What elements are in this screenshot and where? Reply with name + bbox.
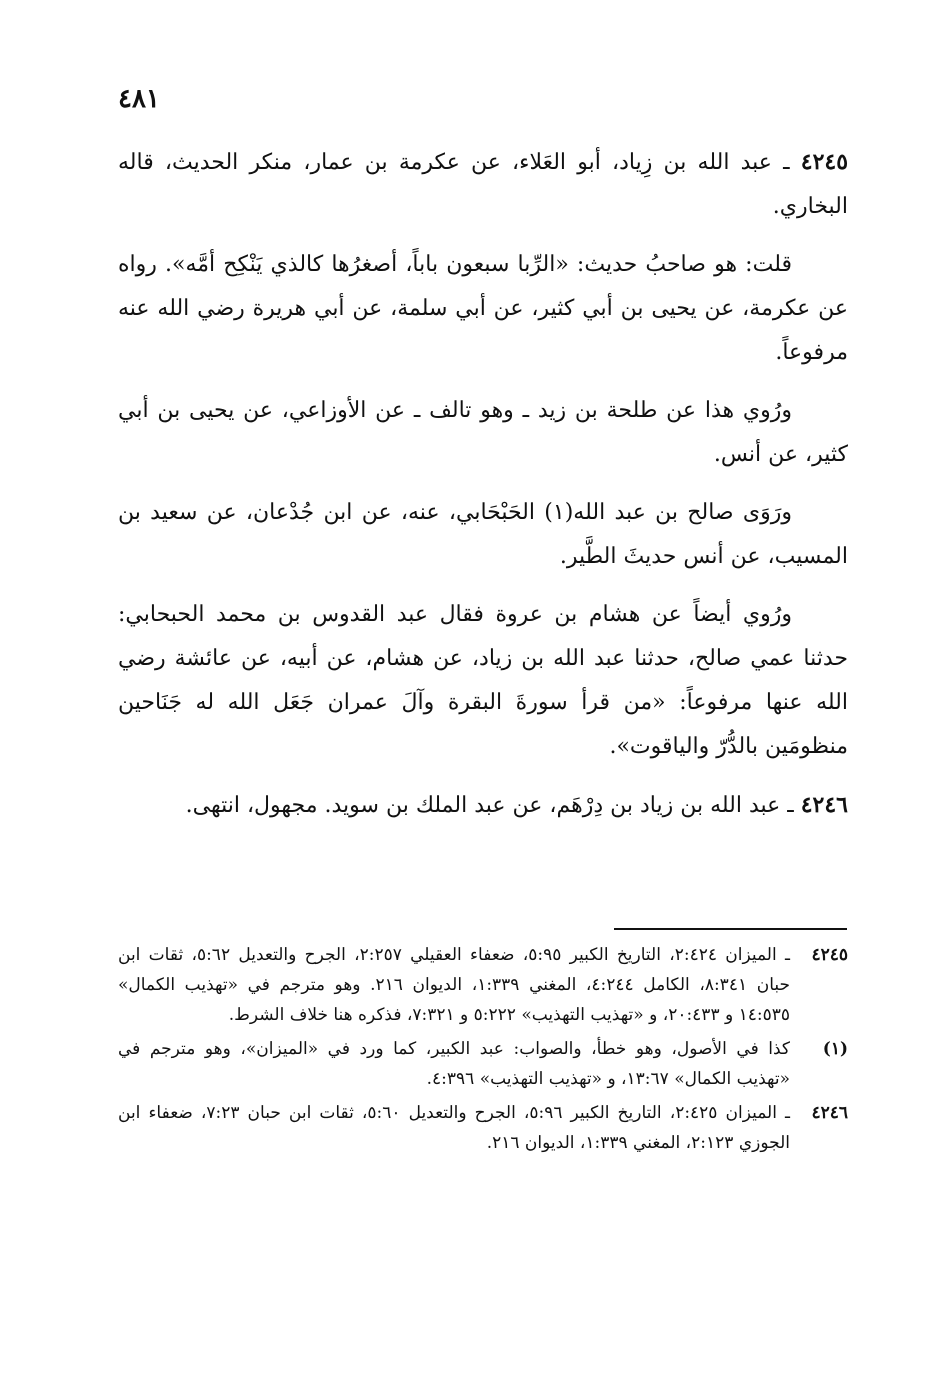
commentary-paragraph: قلت: هو صاحبُ حديث: «الرِّبا سبعون باباً، أصغرُها كالذي يَنْكِح أمَّه». رواه عن عكرمة، عن يحيى بن أبي كثير، عن أبي سلمة، عن أبي هريرة رضي الله عنه مرفوعاً. [118,252,848,365]
commentary-paragraph: ورَوَى صالح بن عبد الله(١) الحَبْحَابي، عنه، عن ابن جُدْعان، عن سعيد بن المسيب، عن أنس حديثَ الطَّير. [118,500,848,569]
entry-text: ـ عبد الله بن زِياد، أبو العَلاء، عن عكرمة بن عمار، منكر الحديث، قاله البخاري. [118,150,848,219]
entry-4245 [118,140,848,229]
footnote-text: ـ الميزان ٢:٤٢٤، التاريخ الكبير ٥:٩٥، ضعفاء العقيلي ٢:٢٥٧، الجرح والتعديل ٥:٦٢، ثقات ابن حبان ٨:٣٤١، الكامل ٤:٢٤٤، المغني ١:٣٣٩، الديوان ٢١٦. وهو مترجم في «تهذيب الكمال» ١٤:٥٣٥ و ٢٠:٤٣٣، و «تهذيب التهذيب» ٥:٢٢٢ و ٧:٣٢١، فذكره هنا خلاف الشرط. [118,945,791,1025]
page-number: ٤٨١ [118,84,160,114]
commentary-paragraph: ورُوي هذا عن طلحة بن زيد ـ وهو تالف ـ عن الأوزاعي، عن يحيى بن أبي كثير، عن أنس. [118,398,848,467]
footnote-text: ـ الميزان ٢:٤٢٥، التاريخ الكبير ٥:٩٦، الجرح والتعديل ٥:٦٠، ثقات ابن حبان ٧:٢٣، ضعفاء ابن الجوزي ٢:١٢٣، المغني ١:٣٣٩، الديوان ٢١٦. [118,1103,790,1153]
footnote-label: ٤٢٤٦ [811,1103,848,1123]
footnote-label: ٤٢٤٥ [811,945,848,965]
footnotes [118,940,848,1162]
footnote-separator [614,928,847,930]
footnote-text: كذا في الأصول، وهو خطأ، والصواب: عبد الكبير، كما ورد في «الميزان»، وهو مترجم في «تهذيب الكمال» ١٣:٦٧، و «تهذيب التهذيب» ٤:٣٩٦. [118,1039,790,1089]
footnote [118,1098,848,1158]
entry-number: ٤٢٤٥ [800,149,849,175]
commentary-paragraph: ورُوي أيضاً عن هشام بن عروة فقال عبد القدوس بن محمد الحبحابي: حدثنا عمي صالح، حدثنا عبد الله بن زياد، عن هشام، عن أبيه، عن عائشة رضي الله عنها مرفوعاً: «من قرأ سورةَ البقرة وآلَ عمران جَعَل الله له جَنَاحين منظومَين بالدُّرّ والياقوت». [118,602,848,759]
footnote [118,940,848,1030]
footnote [118,1034,848,1094]
entry-4246 [118,783,848,828]
footnote-label: (١) [822,1039,848,1059]
entry-number: ٤٢٤٦ [800,792,848,818]
entry-text: ـ عبد الله بن زياد بن دِرْهَم، عن عبد الملك بن سويد. مجهول، انتهى. [185,793,794,818]
main-text [118,140,848,842]
